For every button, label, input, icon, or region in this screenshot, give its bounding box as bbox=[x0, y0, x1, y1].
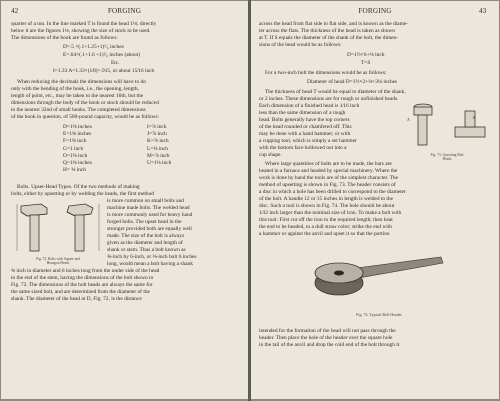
text-line: bolts, either by upsetting or by welding the heads, the first method bbox=[11, 191, 154, 197]
right-page bbox=[251, 1, 499, 399]
dimension-item: F=1⅜ inch bbox=[63, 138, 87, 145]
text-line: of the bolt. A handle 12 or 15 inches in length is welded to the bbox=[259, 196, 393, 202]
text-line: of the head rounded or chamfered off. This bbox=[259, 124, 352, 130]
text-line: work is done by hand the tools are of the simplest character. The bbox=[259, 175, 398, 181]
text-line: or 2 inches. These dimensions are for rough or unfinished heads. bbox=[259, 96, 399, 102]
text-line: heated in a furnace and headed by special machinery. Where the bbox=[259, 168, 398, 174]
text-line: long, would mean a bolt having a shank bbox=[107, 261, 193, 267]
dimension-item: D=1⅜ inches bbox=[63, 124, 92, 130]
equation: Etc. bbox=[111, 60, 120, 66]
fig74-caption: Fig. 74. Typical Bolt Header bbox=[356, 312, 402, 317]
text-line: of the hook in question, of 500-pound capacity, would be as follows: bbox=[11, 114, 160, 120]
equation: I=1.33 A=1.33×(1⁄8)=.915, or about 15⁄16 inch bbox=[53, 68, 155, 74]
text-line: a disc in which a hole has been drilled to correspond to the diameter bbox=[259, 189, 406, 195]
fig73-upsetting-illustration bbox=[401, 99, 493, 151]
running-head: FORGING bbox=[358, 7, 392, 15]
text-line: in the tail of the anvil and drop the cold end of the bolt through it. bbox=[259, 342, 401, 348]
text-line: shank. The diameter of the head at D, Fig. 72, is the distance bbox=[11, 296, 142, 302]
text-line: Each dimension of a finished head is 1⁄16 inch bbox=[259, 103, 360, 109]
equation: D=.5 ×(.1+1.25+1)¹⁄₆ inches bbox=[63, 44, 124, 50]
running-head: FORGING bbox=[107, 7, 142, 15]
text-line: may be done with a hand hammer; or with bbox=[259, 131, 351, 137]
dimension-item: I=⅞ inch bbox=[147, 124, 167, 130]
caption-line: Heads bbox=[442, 157, 452, 162]
dimension-item: Q=1⅜ inches bbox=[63, 160, 92, 167]
text-line: method of upsetting is shown in Fig. 73. The header consists of bbox=[259, 182, 396, 188]
text-line: Fig. 72. The dimensions of the bolt heads are always the same for bbox=[11, 282, 153, 288]
text-line: When reducing the decimals the dimensions will have to do bbox=[17, 79, 146, 85]
dimension-item: L=⅝ inch bbox=[147, 145, 169, 152]
dimension-item: E=1⅝ inches bbox=[63, 131, 92, 138]
text-line: The thickness of head T would be equal to diameter of the shank, bbox=[265, 89, 406, 95]
text-line: a cupping tool, which is simply a set hammer bbox=[259, 138, 357, 144]
text-line: machine made bolts. The welded head bbox=[107, 205, 190, 211]
fig73-caption bbox=[407, 153, 487, 161]
text-line: to the nearest 32nd of small hooks. The completed dimensions bbox=[11, 107, 146, 113]
dimension-list-right bbox=[147, 124, 171, 167]
fig72-bolts-illustration bbox=[13, 200, 103, 256]
text-line: forged bolts. The upset head in the bbox=[107, 219, 182, 225]
svg-text:B: B bbox=[473, 115, 476, 120]
text-line: quarter of a ton. In the line marked T is found the head 1⅛; directly bbox=[11, 21, 157, 27]
svg-text:A: A bbox=[407, 117, 410, 122]
text-line: head. Bolts generally have the top corners bbox=[259, 117, 350, 123]
text-line: made. The size of the bolt is always bbox=[107, 233, 185, 239]
text-line: this tool: First cut off the iron to the required length; then heat bbox=[259, 217, 393, 223]
text-line: Where large quantities of bolts are to be made, the bars are bbox=[265, 161, 392, 167]
dimension-item: G=1 inch bbox=[63, 145, 84, 152]
fig74-bolt-header-illustration bbox=[309, 249, 449, 311]
equation: Diameter of head D=1½×2+⅛=3⅛ inches bbox=[307, 79, 398, 85]
text-line: only with the bending of the hook, i.e., the opening, length, bbox=[11, 86, 139, 92]
text-line: is more common on small bolts and bbox=[107, 198, 184, 204]
text-line: less than the same dimension of a rough bbox=[259, 110, 346, 116]
text-line: 1⁄32 inch larger than the nominal size of iron. To make a bolt with bbox=[259, 210, 402, 216]
dimension-item: J=⅞ inch bbox=[147, 131, 167, 138]
fig72-caption bbox=[13, 257, 103, 265]
text-line: cup shape. bbox=[259, 152, 282, 158]
dimension-item: H= ⅝ inch bbox=[63, 167, 86, 174]
text-line: stronger provided both are equally well bbox=[107, 226, 192, 232]
caption-line: Hexagon Heads bbox=[46, 261, 70, 266]
text-line: dimensions through the body of the hook or stock should be reduced bbox=[11, 100, 159, 106]
text-line: length of point, etc., may be taken to the nearest 16th, but the bbox=[11, 93, 144, 99]
page-number: 43 bbox=[479, 7, 487, 15]
text-line: header. Then place the hole of the header over the square hole bbox=[259, 335, 393, 341]
text-line: below it are the figures 1⅛, showing the size of stock to be used. bbox=[11, 28, 151, 34]
caption-line: Fig. 72. Bolts with Square and bbox=[36, 257, 80, 261]
text-line: with the bottom face hollowed out into a bbox=[259, 145, 347, 151]
text-line: ⅝-inch by 6-inch, or ⅝-inch bolt 6 inches bbox=[107, 254, 197, 260]
dimension-item: O=1⅜ inch bbox=[63, 152, 88, 159]
equation: T=S bbox=[361, 60, 371, 66]
equation: E=.64×(.1+1.6 +1)¹⁄₆ inches (about) bbox=[63, 52, 141, 58]
dimension-list-left bbox=[63, 124, 92, 174]
text-line: disc. Such a tool is shown in Fig. 74. The hole should be about bbox=[259, 203, 395, 209]
text-line: to the end of the stem, having the dimensions of the bolt shown in bbox=[11, 275, 154, 281]
text-line: the same sized bolt, and are determined from the diameter of the bbox=[11, 289, 150, 295]
text-line: The dimensions of the hook are found as follows: bbox=[11, 35, 118, 41]
text-line: the end to be headed, to a dull straw color; strike the end with bbox=[259, 224, 392, 230]
text-line: sions of the head would be as follows: bbox=[259, 42, 342, 48]
left-page bbox=[1, 1, 248, 399]
text-line: ter across the flats. The thickness of the head is taken as shown bbox=[259, 28, 395, 34]
dimension-item: K=⅞ inch bbox=[147, 138, 169, 145]
text-line: at T. If S equals the diameter of the shank of the bolt, the dimen- bbox=[259, 35, 399, 41]
text-line: is more commonly used for heavy hand bbox=[107, 212, 193, 218]
dimension-item: M=⅞ inch bbox=[147, 152, 170, 159]
text-line: intended for the formation of the head will not pass through the bbox=[259, 328, 396, 334]
text-line: For a two-inch bolt the dimensions would be as follows: bbox=[265, 70, 387, 76]
dimension-item: U=1⅛ inch bbox=[147, 160, 172, 167]
text-line: across the head from flat side to flat side, and is known as the diame- bbox=[259, 21, 408, 27]
text-line: shank or stem. Thus a bolt known as bbox=[107, 247, 186, 253]
text-line: a hammer or against the anvil and upset it so that the portion bbox=[259, 231, 390, 237]
bolts-heading-line: Bolts. Upset-Head Types. Of the two methods of making bbox=[17, 184, 140, 190]
text-line: given as the diameter and length of bbox=[107, 240, 183, 246]
page-number: 42 bbox=[11, 7, 19, 15]
text-line: ⅝ inch in diameter and 6 inches long from the under side of the head bbox=[11, 268, 160, 274]
caption-line: Fig. 73. Upsetting Bolt bbox=[430, 153, 464, 157]
equation: D=1½×S+⅛ inch bbox=[347, 52, 385, 58]
